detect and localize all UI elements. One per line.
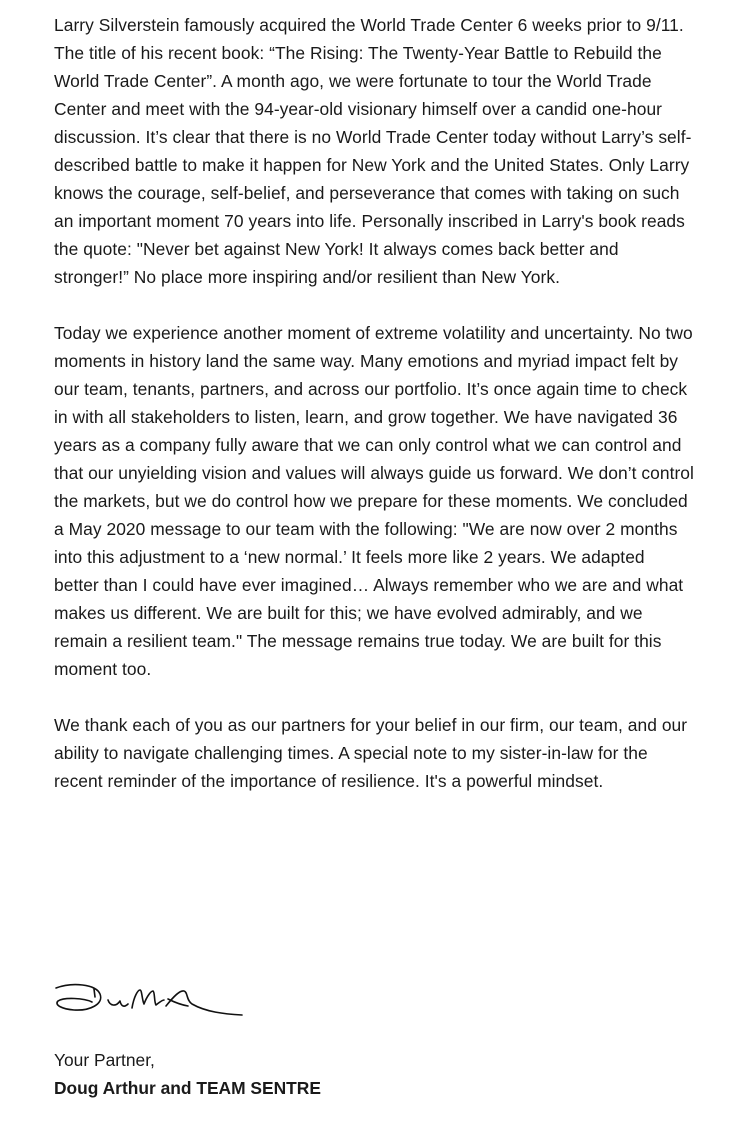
handwritten-signature xyxy=(52,978,246,1022)
closing-block xyxy=(54,1046,321,1102)
closing-salutation: Your Partner, xyxy=(54,1050,155,1070)
sender-name: Doug Arthur and TEAM SENTRE xyxy=(54,1078,321,1098)
paragraph-rising: Larry Silverstein famously acquired the World Trade Center 6 weeks prior to 9/11. The title of his recent book: “The Rising: The Twenty-Year Battle to Rebuild the World Trade Center”. A month ago, we were fortunate to tour the World Trade Center and meet with the 94-year-old visionary himself over a candid one-hour discussion. It’s clear that there is no World Trade Center today without Larry’s self-described battle to make it happen for New York and the United States. Only Larry knows the courage, self-belief, and perseverance that comes with taking on such an important moment 70 years into life. Personally inscribed in Larry's book reads the quote: "Never bet against New York! It always comes back better and stronger!” No place more inspiring and/or resilient than New York. xyxy=(54,15,692,287)
letter-body xyxy=(54,11,694,823)
paragraph-volatility: Today we experience another moment of extreme volatility and uncertainty. No two moments in history land the same way. Many emotions and myriad impact felt by our team, tenants, partners, and across our portfolio. It’s once again time to check in with all stakeholders to listen, learn, and grow together. We have navigated 36 years as a company fully aware that we can only control what we can control and that our unyielding vision and values will always guide us forward. We don’t control the markets, but we do control how we prepare for these moments. We concluded a May 2020 message to our team with the following: "We are now over 2 months into this adjustment to a ‘new normal.’ It feels more like 2 years. We adapted better than I could have ever imagined… Always remember who we are and what makes us different. We are built for this; we have evolved admirably, and we remain a resilient team." The message remains true today. We are built for this moment too. xyxy=(54,323,694,679)
paragraph-thanks: We thank each of you as our partners for your belief in our firm, our team, and our ability to navigate challenging times. A special note to my sister-in-law for the recent reminder of the importance of resilience. It's a powerful mindset. xyxy=(54,715,688,791)
